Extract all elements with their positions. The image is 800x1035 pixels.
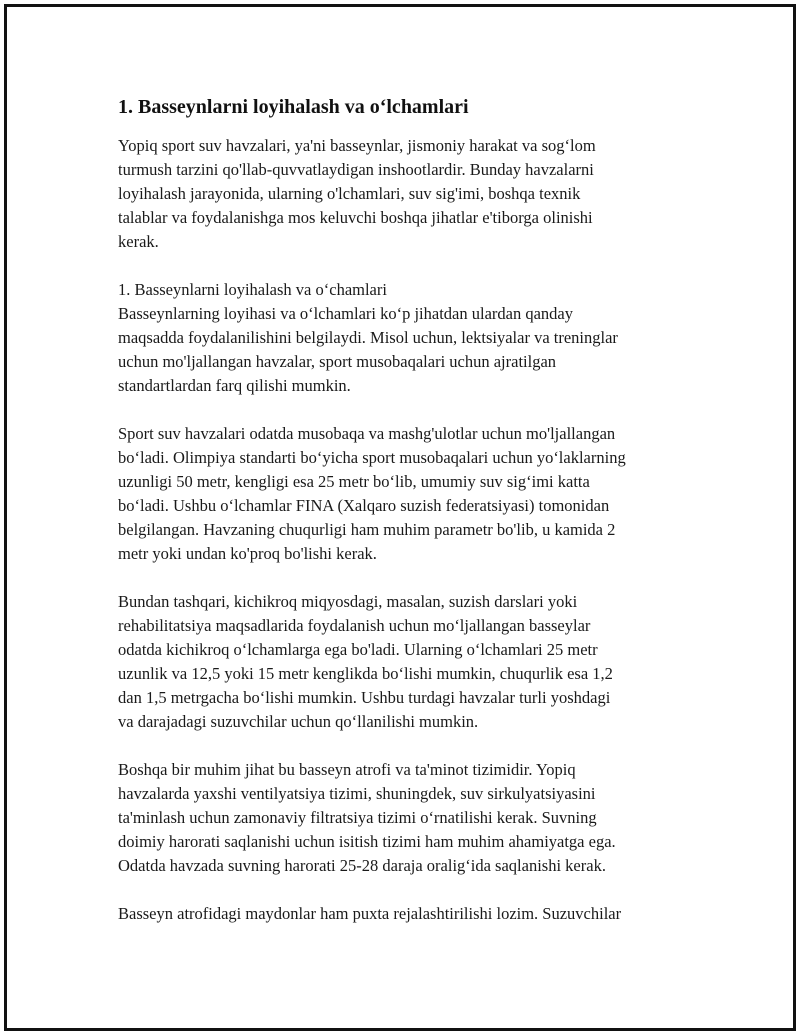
text-line: Sport suv havzalari odatda musobaqa va mashg'ulotlar uchun mo'ljallangan (118, 424, 616, 443)
text-line: uzunligi 50 metr, kengligi esa 25 metr bo‘lib, umumiy suv sig‘imi katta (118, 472, 590, 491)
text-line: standartlardan farq qilishi mumkin. (118, 376, 351, 395)
text-line: talablar va foydalanishga mos keluvchi boshqa jihatlar e'tiborga olinishi (118, 208, 593, 227)
text-line: maqsadda foydalanilishini belgilaydi. Misol uchun, lektsiyalar va treninglar (118, 328, 618, 347)
text-line: ta'minlash uchun zamonaviy filtratsiya tizimi o‘rnatilishi kerak. Suvning (118, 808, 597, 827)
text-line: turmush tarzini qo'llab-quvvatlaydigan inshootlardir. Bunday havzalarni (118, 160, 594, 179)
text-line: uzunlik va 12,5 yoki 15 metr kenglikda bo‘lishi mumkin, chuqurlik esa 1,2 (118, 664, 613, 683)
text-line: odatda kichikroq o‘lchamlarga ega bo'ladi. Ularning o‘lchamlari 25 metr (118, 640, 598, 659)
paragraph (118, 134, 688, 254)
text-line: Basseynlarning loyihasi va o‘lchamlari ko‘p jihatdan ulardan qanday (118, 304, 573, 323)
text-line: rehabilitatsiya maqsadlarida foydalanish uchun mo‘ljallangan basseylar (118, 616, 591, 635)
text-line: bo‘ladi. Olimpiya standarti bo‘yicha sport musobaqalari uchun yo‘laklarning (118, 448, 626, 467)
paragraph-list (118, 134, 688, 926)
text-line: Basseyn atrofidagi maydonlar ham puxta rejalashtirilishi lozim. Suzuvchilar (118, 904, 622, 923)
text-line: doimiy harorati saqlanishi uchun isitish tizimi ham muhim ahamiyatga ega. (118, 832, 616, 851)
text-line: Odatda havzada suvning harorati 25-28 daraja oralig‘ida saqlanishi kerak. (118, 856, 606, 875)
text-line: Yopiq sport suv havzalari, ya'ni basseynlar, jismoniy harakat va sog‘lom (118, 136, 596, 155)
paragraph (118, 278, 688, 398)
paragraph (118, 590, 688, 734)
paragraph (118, 422, 688, 566)
text-line: havzalarda yaxshi ventilyatsiya tizimi, shuningdek, suv sirkulyatsiyasini (118, 784, 596, 803)
document-title: 1. Basseynlarni loyihalash va o‘lchamlari (118, 96, 469, 118)
paragraph (118, 758, 688, 878)
text-line: uchun mo'ljallangan havzalar, sport musobaqalari uchun ajratilgan (118, 352, 557, 371)
text-line: belgilangan. Havzaning chuqurligi ham muhim parametr bo'lib, u kamida 2 (118, 520, 616, 539)
text-line: 1. Basseynlarni loyihalash va o‘chamlari (118, 280, 387, 299)
text-line: metr yoki undan ko'proq bo'lishi kerak. (118, 544, 377, 563)
text-line: kerak. (118, 232, 159, 251)
text-line: Boshqa bir muhim jihat bu basseyn atrofi va ta'minot tizimidir. Yopiq (118, 760, 576, 779)
text-line: Bundan tashqari, kichikroq miqyosdagi, masalan, suzish darslari yoki (118, 592, 578, 611)
text-line: loyihalash jarayonida, ularning o'lchamlari, suv sig'imi, boshqa texnik (118, 184, 581, 203)
text-line: bo‘ladi. Ushbu o‘lchamlar FINA (Xalqaro suzish federatsiyasi) tomonidan (118, 496, 610, 515)
paragraph (118, 902, 688, 926)
text-line: dan 1,5 metrgacha bo‘lishi mumkin. Ushbu turdagi havzalar turli yoshdagi (118, 688, 611, 707)
text-line: va darajadagi suzuvchilar uchun qo‘llanilishi mumkin. (118, 712, 479, 731)
document-body (118, 94, 688, 950)
